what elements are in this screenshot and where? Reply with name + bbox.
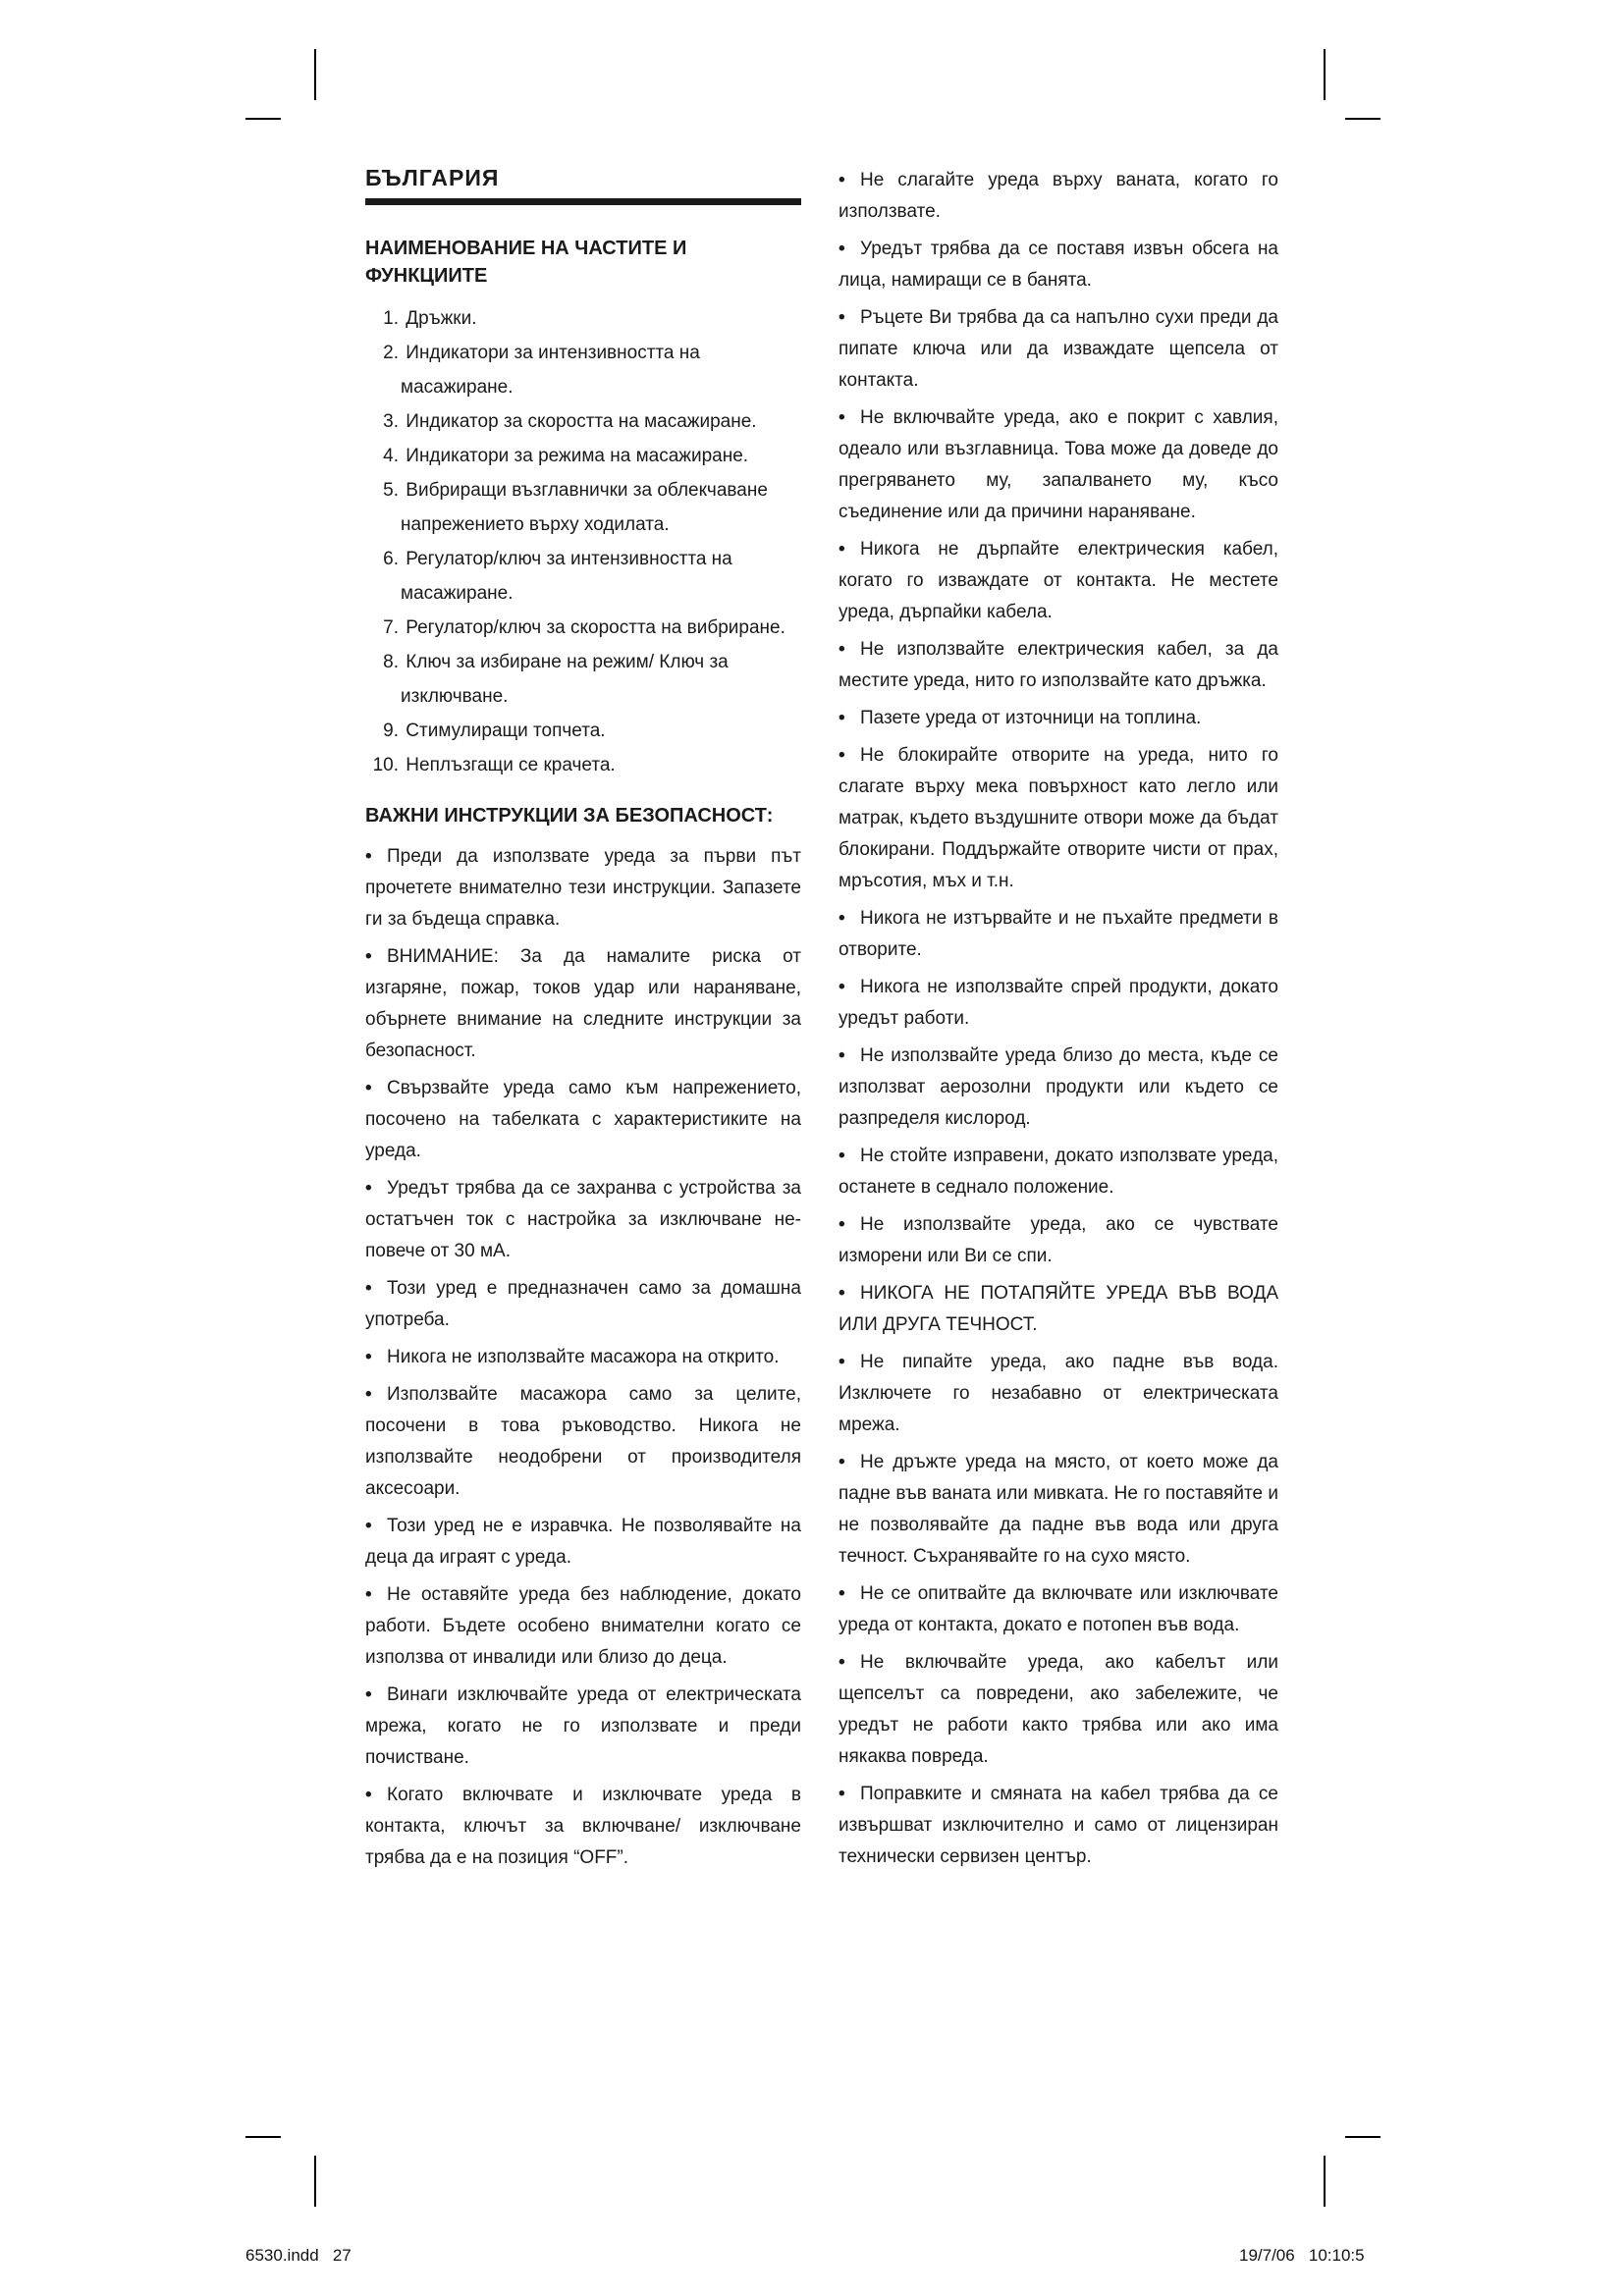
instruction-text: Не използвайте уреда, ако се чувствате изморени или Ви се спи. [839, 1214, 1278, 1266]
parts-list-item [365, 645, 801, 714]
parts-list-item [365, 473, 801, 542]
parts-list [365, 301, 801, 782]
instruction-text: Не се опитвайте да включвате или изключвате уреда от контакта, докато е потопен във вода. [839, 1583, 1278, 1635]
instruction-text: Ръцете Ви трябва да са напълно сухи преди да пипате ключа или да изваждате щепсела от контакта. [839, 307, 1278, 391]
instruction-text: Пазете уреда от източници на топлина. [860, 708, 1202, 728]
bullet-icon: • [839, 307, 845, 328]
safety-instruction [365, 941, 801, 1067]
instruction-text: НИКОГА НЕ ПОТАПЯЙТЕ УРЕДА ВЪВ ВОДА ИЛИ ДРУГА ТЕЧНОСТ. [839, 1283, 1278, 1335]
part-text: Регулатор/ключ за скоростта на вибриране. [406, 617, 785, 638]
parts-heading: НАИМЕНОВАНИЕ НА ЧАСТИТЕ И ФУНКЦИИТЕ [365, 238, 687, 287]
safety-instruction [839, 634, 1278, 697]
bullet-icon: • [839, 407, 845, 428]
part-number: 7. [383, 617, 399, 638]
crop-mark-bottom-left-vertical [314, 2156, 316, 2207]
part-number: 6. [383, 549, 399, 569]
part-number: 1. [383, 308, 399, 329]
bullet-icon: • [839, 539, 845, 560]
instruction-text: Не използвайте уреда близо до места, къде се използват аерозолни продукти или където се разпределя кислород. [839, 1045, 1278, 1129]
safety-instruction [839, 302, 1278, 397]
instruction-text: Никога не изтървайте и не пъхайте предмети в отворите. [839, 908, 1278, 960]
parts-list-item [365, 542, 801, 611]
instruction-text: Не използвайте електрическия кабел, за да местите уреда, нито го използвайте като дръжка. [839, 639, 1278, 691]
safety-instruction [365, 1273, 801, 1336]
safety-instruction [839, 234, 1278, 296]
bullet-icon: • [839, 170, 845, 190]
instruction-text: Уредът трябва да се захранва с устройства за остатъчен ток с настройка за изключване не-повече от 30 мА. [365, 1178, 801, 1261]
instruction-text: Не стойте изправени, докато използвате уреда, останете в седнало положение. [839, 1146, 1278, 1198]
part-number: 2. [383, 343, 399, 363]
safety-instruction [839, 402, 1278, 528]
bullet-icon: • [839, 745, 845, 766]
instruction-text: Не слагайте уреда върху ваната, когато го използвате. [839, 170, 1278, 222]
language-title: БЪЛГАРИЯ [365, 165, 500, 190]
safety-instruction [839, 1578, 1278, 1641]
footer-file-info: 6530.indd 27 [245, 2246, 352, 2265]
bullet-icon: • [839, 1452, 845, 1472]
instruction-text: Никога не дърпайте електрическия кабел, когато го изваждате от контакта. Не местете уреда, дърпайки кабела. [839, 539, 1278, 622]
footer-timestamp: 19/7/06 10:10:5 [1239, 2246, 1365, 2265]
instruction-text: Преди да използвате уреда за първи път прочетете внимателно тези инструкции. Запазете ги за бъдеща справка. [365, 846, 801, 930]
safety-instruction [365, 1780, 801, 1874]
instruction-text: Този уред е предназначен само за домашна употреба. [365, 1278, 801, 1330]
bullet-icon: • [839, 1652, 845, 1673]
safety-instruction [839, 165, 1278, 228]
safety-instruction [839, 1041, 1278, 1135]
instruction-text: Никога не използвайте спрей продукти, докато уредът работи. [839, 977, 1278, 1029]
safety-instruction [365, 1379, 801, 1505]
bullet-icon: • [839, 708, 845, 728]
safety-instruction [839, 1278, 1278, 1341]
bullet-icon: • [365, 1516, 372, 1536]
part-number: 3. [383, 411, 399, 432]
bullet-icon: • [839, 1146, 845, 1166]
instruction-text: Поправките и смяната на кабел трябва да се извършват изключително и само от лицензиран технически сервизен център. [839, 1784, 1278, 1867]
part-text: Дръжки. [406, 308, 477, 329]
part-text: Индикатори за интензивността на масажиране. [401, 343, 700, 398]
bullet-icon: • [365, 1347, 372, 1367]
instruction-text: Не дръжте уреда на място, от което може да падне във ваната или мивката. Не го поставяйте и не позволявайте да падне във вода или друга течност. Съхранявайте го на сухо място. [839, 1452, 1278, 1567]
safety-instruction [365, 1342, 801, 1373]
bullet-icon: • [839, 1784, 845, 1804]
instruction-text: Не включвайте уреда, ако кабелът или щепселът са повредени, ако забележите, че уредът не работи както трябва или ако има някаква повреда. [839, 1652, 1278, 1767]
parts-list-item [365, 404, 801, 439]
instruction-text: Винаги изключвайте уреда от електрическата мрежа, когато не го използвате и преди почистване. [365, 1684, 801, 1768]
instruction-text: Не пипайте уреда, ако падне във вода. Изключете го незабавно от електрическата мрежа. [839, 1352, 1278, 1435]
parts-list-item [365, 336, 801, 404]
safety-instruction [839, 1347, 1278, 1441]
safety-instruction [365, 1173, 801, 1267]
part-text: Неплъзгащи се крачета. [406, 755, 616, 775]
safety-instruction [365, 1579, 801, 1674]
crop-mark-bottom-right-horizontal [1345, 2136, 1380, 2138]
bullet-icon: • [839, 1283, 845, 1304]
safety-instruction [365, 1073, 801, 1167]
safety-instruction [839, 703, 1278, 734]
bullet-icon: • [365, 1684, 372, 1705]
part-text: Ключ за избиране на режим/ Ключ за изключване. [401, 652, 729, 707]
bullet-icon: • [839, 1045, 845, 1066]
part-text: Индикатор за скоростта на масажиране. [406, 411, 757, 432]
safety-instruction [839, 1447, 1278, 1573]
safety-instruction [365, 841, 801, 935]
parts-list-item [365, 611, 801, 645]
instruction-text: Използвайте масажора само за целите, посочени в това ръководство. Никога не използвайте неодобрени от производителя аксесоари. [365, 1384, 801, 1499]
right-column [839, 165, 1278, 1879]
parts-list-item [365, 714, 801, 748]
safety-instruction [365, 1511, 801, 1574]
bullet-icon: • [365, 1278, 372, 1299]
instruction-text: Този уред не е изравчка. Не позволявайте на деца да играят с уреда. [365, 1516, 801, 1568]
safety-instruction [839, 903, 1278, 966]
bullet-icon: • [839, 639, 845, 660]
bullet-icon: • [839, 1214, 845, 1235]
instruction-text: Не оставяйте уреда без наблюдение, докато работи. Бъдете особено внимателни когато се използва от инвалиди или близо до деца. [365, 1584, 801, 1668]
safety-list-right [839, 165, 1278, 1873]
bullet-icon: • [365, 846, 372, 867]
safety-instruction [365, 1680, 801, 1774]
part-number: 4. [383, 446, 399, 466]
crop-mark-top-left-horizontal [245, 118, 281, 120]
part-number: 5. [383, 480, 399, 501]
instruction-text: ВНИМАНИЕ: За да намалите риска от изгаряне, пожар, токов удар или нараняване, обърнете внимание на следните инструкции за безопасност. [365, 946, 801, 1061]
part-number: 9. [383, 721, 399, 741]
instruction-text: Не блокирайте отворите на уреда, нито го слагате върху мека повърхност като легло или матрак, където въздушните отвори може да бъдат блокирани. Поддържайте отворите чисти от прах, мръсотия, мъх и т.н. [839, 745, 1278, 891]
crop-mark-bottom-left-horizontal [245, 2136, 281, 2138]
parts-list-item [365, 748, 801, 782]
crop-mark-top-right-vertical [1324, 49, 1326, 100]
bullet-icon: • [839, 908, 845, 929]
safety-instruction [839, 534, 1278, 628]
bullet-icon: • [839, 977, 845, 997]
title-rule [365, 198, 801, 205]
bullet-icon: • [365, 1178, 372, 1199]
safety-instruction [839, 1209, 1278, 1272]
bullet-icon: • [365, 1384, 372, 1405]
safety-instruction [839, 740, 1278, 897]
part-text: Вибриращи възглавнички за облекчаване напрежението върху ходилата. [401, 480, 768, 535]
safety-list-left [365, 841, 801, 1874]
parts-list-item [365, 439, 801, 473]
left-column [365, 155, 801, 1880]
part-number: 10. [372, 755, 399, 775]
bullet-icon: • [839, 1583, 845, 1604]
instruction-text: Уредът трябва да се поставя извън обсега на лица, намиращи се в банята. [839, 239, 1278, 291]
instruction-text: Когато включвате и изключвате уреда в контакта, ключът за включване/ изключване трябва да е на позиция “OFF”. [365, 1785, 801, 1868]
part-text: Индикатори за режима на масажиране. [406, 446, 749, 466]
crop-mark-top-left-vertical [314, 49, 316, 100]
bullet-icon: • [365, 946, 372, 967]
bullet-icon: • [365, 1584, 372, 1605]
crop-mark-bottom-right-vertical [1324, 2156, 1326, 2207]
parts-list-item [365, 301, 801, 336]
safety-heading: ВАЖНИ ИНСТРУКЦИИ ЗА БЕЗОПАСНОСТ: [365, 805, 774, 827]
instruction-text: Не включвайте уреда, ако е покрит с хавлия, одеало или възглавница. Това може да доведе до прегряването му, запалването му, късо съединение или да причини нараняване. [839, 407, 1278, 522]
instruction-text: Свързвайте уреда само към напрежението, посочено на табелката с характеристиките на уреда. [365, 1078, 801, 1161]
part-number: 8. [383, 652, 399, 672]
safety-instruction [839, 972, 1278, 1035]
bullet-icon: • [839, 1352, 845, 1372]
safety-instruction [839, 1141, 1278, 1203]
crop-mark-top-right-horizontal [1345, 118, 1380, 120]
bullet-icon: • [365, 1785, 372, 1805]
instruction-text: Никога не използвайте масажора на открито. [387, 1347, 780, 1367]
bullet-icon: • [365, 1078, 372, 1098]
part-text: Стимулиращи топчета. [406, 721, 606, 741]
bullet-icon: • [839, 239, 845, 259]
safety-instruction [839, 1779, 1278, 1873]
part-text: Регулатор/ключ за интензивността на масажиране. [401, 549, 732, 604]
safety-instruction [839, 1647, 1278, 1773]
